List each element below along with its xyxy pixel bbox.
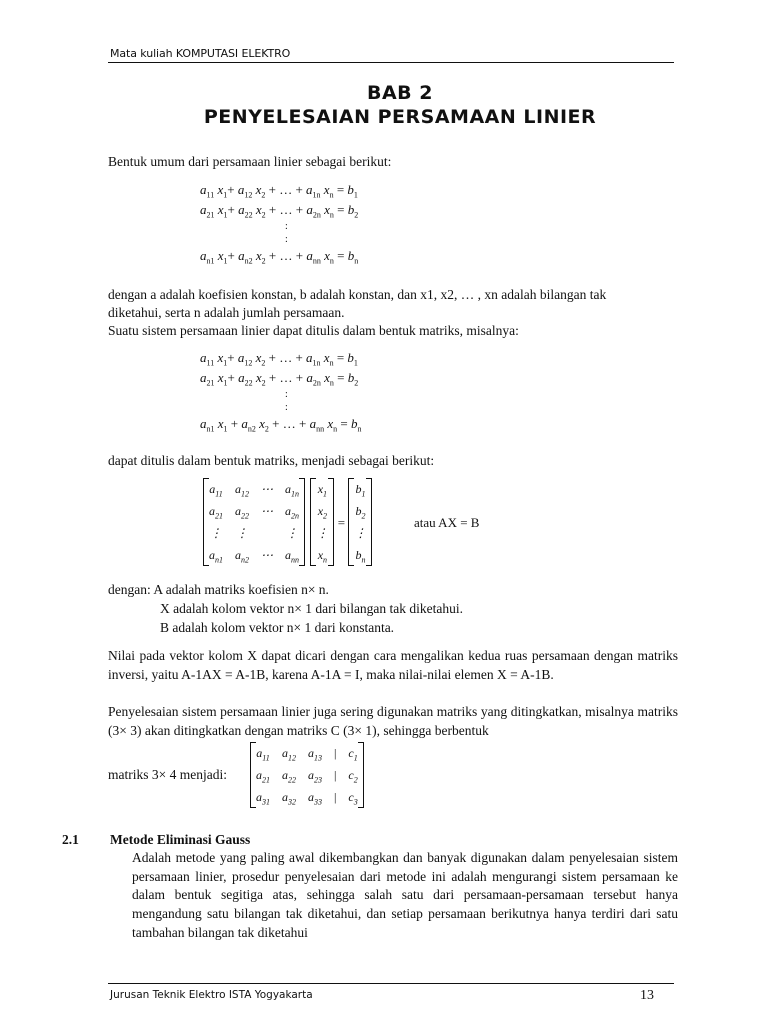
running-header: Mata kuliah KOMPUTASI ELEKTRO: [110, 47, 291, 60]
paragraph-definitions-line1: dengan a adalah koefisien konstan, b adalah konstan, dan x1, x2, … , xn adalah bilangan tak: [108, 287, 607, 302]
section-number: 2.1: [62, 832, 79, 847]
chapter-title: PENYELESAIAN PERSAMAAN LINIER: [203, 106, 597, 128]
unknown-vector: $x_1$ $x_2$ ⋮ $x_n$: [310, 478, 334, 566]
coefficient-matrix: $a_{11}$ $a_{12}$ ⋯ $a_{1n}$ $a_{21}$ $a_{22}$ ⋯ $a_{2n}$ ⋮ ⋮ ⋮ $a_{n1}$ $a_{n2}$ ⋯ $a_{nn}$: [203, 478, 305, 566]
augmented-matrix: $a_{11}$ $a_{12}$ $a_{13}$ | $c_1$ $a_{21}$ $a_{22}$ $a_{23}$ | $c_2$ $a_{31}$ $a_{32}$ $a_{33}$ | $c_3$: [250, 742, 364, 814]
page-number: 13: [640, 988, 654, 1003]
paragraph-inverse: Nilai pada vektor kolom X dapat dicari dengan cara mengalikan kedua ruas persamaan dengan matriks inversi, yaitu A-1AX = A-1B, karena A-1A = I, maka nilai-nilai elemen X = A-1B.: [108, 648, 678, 682]
header-rule: [108, 62, 674, 63]
paragraph-definitions-line2: diketahui, serta n adalah jumlah persamaan.: [108, 305, 345, 320]
paragraph-matrix-form: dapat ditulis dalam bentuk matriks, menjadi sebagai berikut:: [108, 453, 435, 468]
paragraph-matrix-intro: Suatu sistem persamaan linier dapat ditulis dalam bentuk matriks, misalnya:: [108, 323, 519, 338]
paragraph-augmented: Penyelesaian sistem persamaan linier juga sering digunakan matriks yang ditingkatkan, misalnya matriks (3× 3) akan ditingkatkan dengan matriks C (3× 1), sehingga berbentuk: [108, 704, 678, 738]
footer-institution: Jurusan Teknik Elektro ISTA Yogyakarta: [110, 989, 313, 1001]
matrix-caption: atau AX = B: [414, 515, 480, 530]
equation-system-2: $a_{11}$ $x_1+ a_{12}$ $x_2$ + … + $a_{1n}$ $x_n = b_1$ $a_{21}$ $x_1+ a_{22}$ $x_2$ + … + $a_{2n}$ $x_n = b_2$ : : $a_{n1}$ $x_1 + a_{n2}$ $x_2$ + … + $a_{nn}$ $x_n = b_n$: [200, 350, 362, 434]
definition-X: X adalah kolom vektor n× 1 dari bilangan tak diketahui.: [160, 601, 464, 616]
definition-A: dengan: A adalah matriks koefisien n× n.: [108, 582, 329, 597]
chapter-number: BAB 2: [366, 82, 433, 104]
matrix-equation: $a_{11}$ $a_{12}$ ⋯ $a_{1n}$ $a_{21}$ $a_{22}$ ⋯ $a_{2n}$ ⋮ ⋮ ⋮ $a_{n1}$ $a_{n2}$ ⋯ $a_{nn}$ $x_1$ $x_2$ ⋮ $x_n$ = $b_1$ $b_2$ ⋮ $b_n$: [203, 478, 372, 572]
section-title: Metode Eliminasi Gauss: [110, 832, 251, 847]
footer-rule: [108, 983, 674, 984]
section-body: Adalah metode yang paling awal dikembangkan dan banyak digunakan dalam penyelesaian sistem persamaan linier, prosedur penyelesaian dari metode ini adalah mengurangi sistem persamaan ke dalam bentuk segitiga atas, sehingga salah satu dari persamaan-persamaan tersebut hanya mengandung satu bilangan tak diketahui, dan setiap persamaan berikutnya hanya terdiri dari satu tambahan bilangan tak diketahui: [132, 850, 678, 940]
definition-B: B adalah kolom vektor n× 1 dari konstanta.: [160, 620, 395, 635]
constant-vector: $b_1$ $b_2$ ⋮ $b_n$: [348, 478, 372, 566]
intro-text: Bentuk umum dari persamaan linier sebagai berikut:: [108, 154, 392, 169]
augmented-label: matriks 3× 4 menjadi:: [108, 767, 227, 782]
equation-system-1: $a_{11}$ $x_1+ a_{12}$ $x_2$ + … + $a_{1n}$ $x_n = b_1$ $a_{21}$ $x_1+ a_{22}$ $x_2$ + … + $a_{2n}$ $x_n = b_2$ : : $a_{n1}$ $x_1+ a_{n2}$ $x_2$ + … + $a_{nn}$ $x_n = b_n$: [200, 182, 359, 266]
